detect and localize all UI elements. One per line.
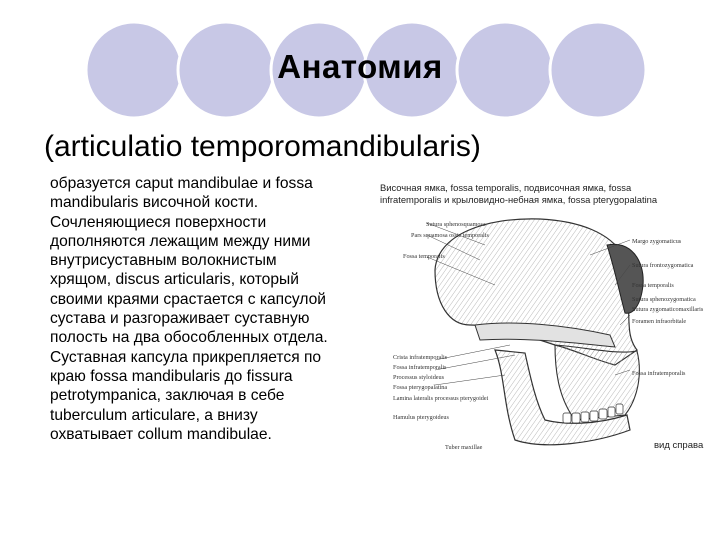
slide-subtitle: (articulatio temporomandibularis): [44, 130, 481, 163]
body-line: внутрисуставным волокнистым: [50, 252, 277, 270]
skull-maxilla: [555, 345, 639, 420]
figure-label: Processus styloideus: [393, 374, 445, 381]
body-line: образуется caput mandibulae и fossa: [50, 175, 313, 192]
figure-heading: [380, 182, 718, 205]
figure-label: Fossa infratemporalis: [632, 370, 686, 377]
body-line: дополняются лежащим между ними: [50, 232, 311, 250]
figure-label: Crista infratemporalis: [393, 354, 448, 361]
body-line: своими краями срастается с капсулой: [50, 290, 327, 308]
figure-label: Sutura sphenosquamosa: [426, 221, 486, 228]
body-line: сустава и разгораживает суставную: [50, 310, 310, 328]
figure-view-label: вид справа: [654, 440, 704, 451]
figure-label: Sutura zygomaticomaxillaris: [632, 306, 704, 313]
figure-label: Margo zygomaticus: [632, 238, 682, 245]
figure-label: Sutura frontozygomatica: [632, 262, 694, 269]
body-line: tuberculum articulare, а внизу: [50, 406, 258, 424]
figure-label: Lamina lateralis processus pterygoidei: [393, 395, 489, 402]
figure-label: Fossa temporalis: [403, 253, 445, 260]
figure-label: Sutura sphenozygomatica: [632, 296, 696, 303]
body-line: Сочленяющиеся поверхности: [50, 213, 267, 231]
figure-label: Fossa temporalis: [632, 282, 674, 289]
body-line: mandibularis височной кости.: [50, 194, 259, 212]
figure-heading-line: infratemporalis и крыловидно-небная ямка, fossa pterygopalatina: [380, 193, 658, 205]
figure-heading-line: Височная ямка, fossa temporalis, подвисочная ямка, fossa: [380, 182, 632, 193]
body-line: охватывает collum mandibulae.: [50, 425, 272, 443]
body-line: хрящом, discus articularis, который: [50, 271, 299, 289]
body-line: полость на два обособленных отдела.: [50, 329, 328, 347]
body-line: Суставная капсула прикрепляется по: [50, 348, 322, 366]
figure-label: Foramen infraorbitale: [632, 318, 687, 325]
figure-label: Pars squamosa ossis temporalis: [411, 232, 489, 239]
body-line: petrotympanica, заключая в себе: [50, 387, 285, 405]
body-line: краю fossa mandibularis до fissura: [50, 367, 293, 385]
figure-label: Tuber maxillae: [445, 444, 483, 451]
figure-label: Fossa infratemporalis: [393, 364, 447, 371]
body-text: [50, 174, 385, 444]
figure-label: Hamulus pterygoideus: [393, 414, 449, 421]
slide-title: Анатомия: [277, 48, 443, 85]
figure-label: Fossa pterygopalatina: [393, 384, 448, 391]
